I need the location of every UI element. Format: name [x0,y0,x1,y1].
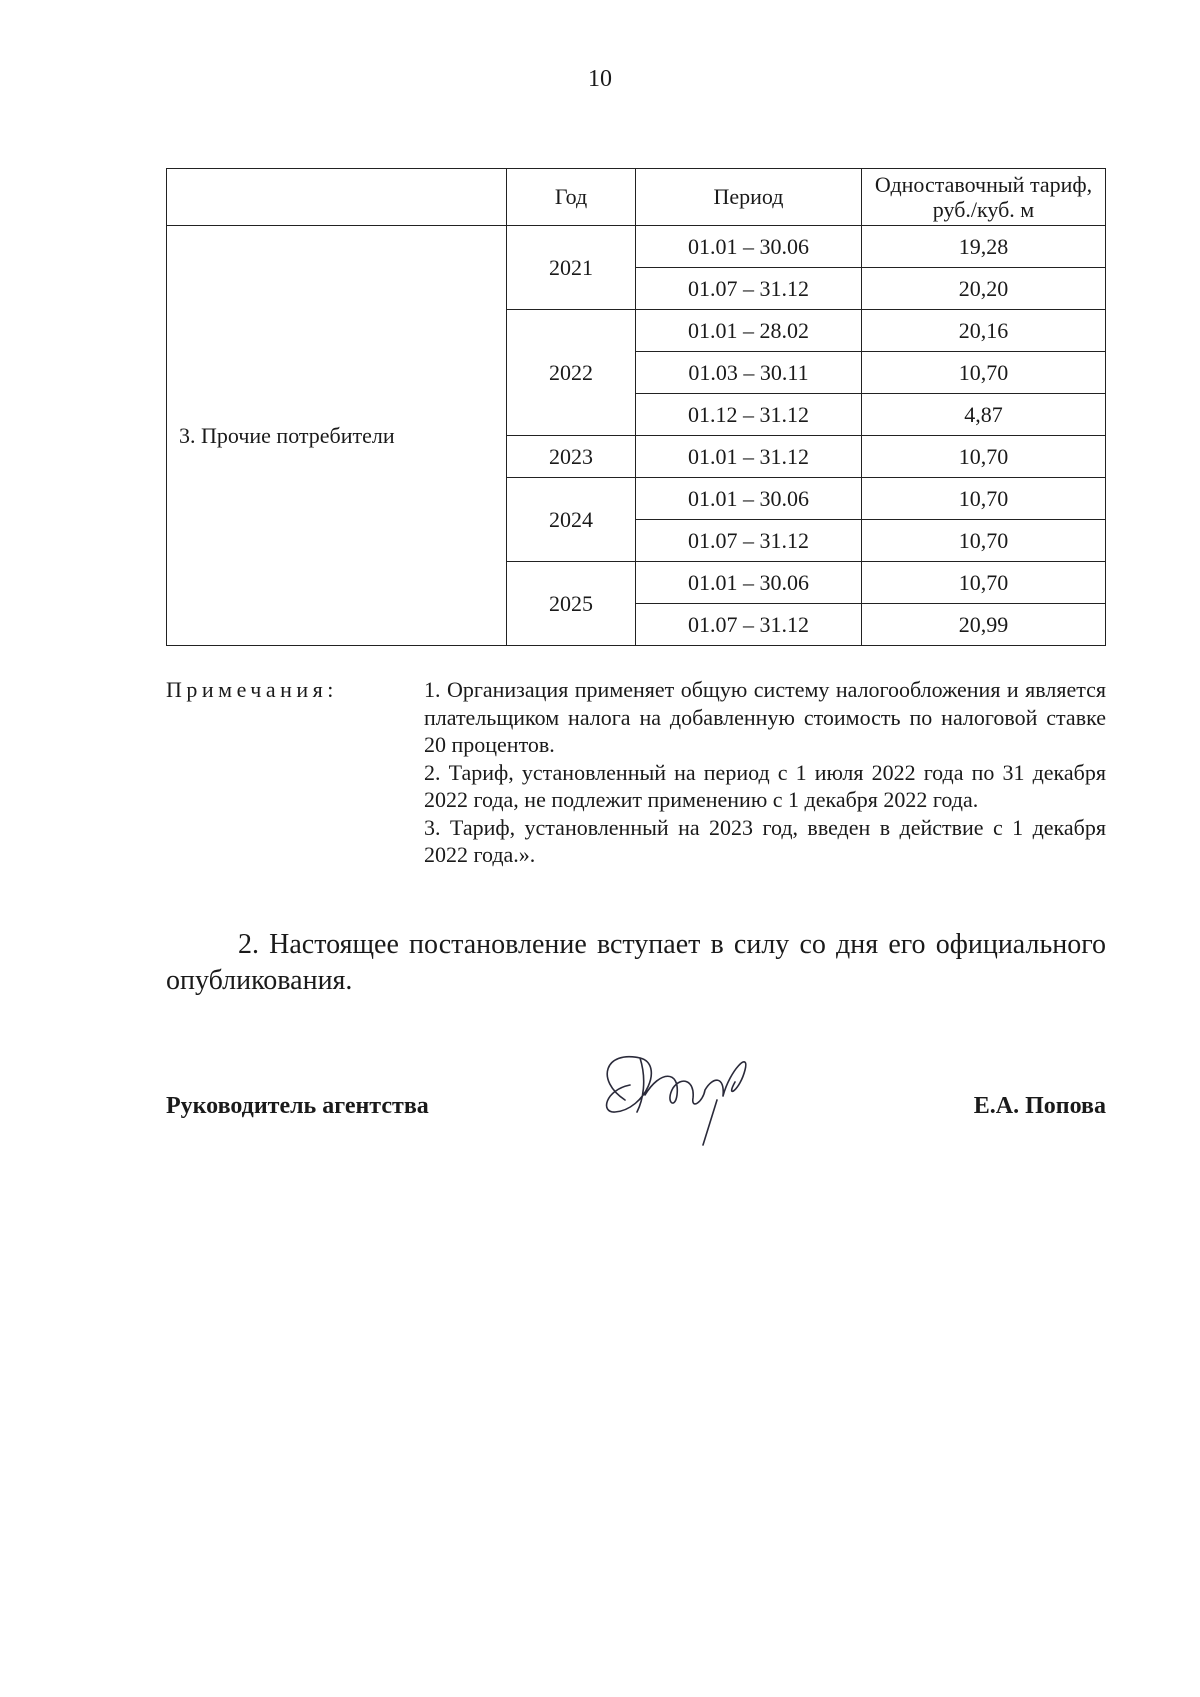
year-cell: 2022 [507,310,636,436]
tariff-cell: 10,70 [862,520,1106,562]
notes-label: Примечания: [166,677,338,702]
signature-title: Руководитель агентства [166,1093,429,1119]
tariff-cell: 10,70 [862,562,1106,604]
year-cell: 2024 [507,478,636,562]
tariff-table [166,168,1106,646]
tariff-cell: 20,99 [862,604,1106,646]
note-item: 1. Организация применяет общую систему налогообложения и является плательщиком налога на добавленную стоимость по налоговой ставке 20 процентов. [424,677,1106,757]
tariff-cell: 4,87 [862,394,1106,436]
note-item: 2. Тариф, установленный на период с 1 июля 2022 года по 31 декабря 2022 года, не подлежит применению с 1 декабря 2022 года. [424,759,1106,812]
signature-name: Е.А. Попова [973,1093,1106,1119]
year-cell: 2023 [507,436,636,478]
year-cell: 2025 [507,562,636,646]
note-item: 3. Тариф, установленный на 2023 год, введен в действие с 1 декабря 2022 года.». [424,814,1106,867]
period-cell: 01.07 – 31.12 [636,268,862,310]
header-consumer [167,169,507,226]
header-year: Год [507,169,636,226]
tariff-cell: 20,20 [862,268,1106,310]
effective-clause: 2. Настоящее постановление вступает в силу со дня его официального опубликования. [166,929,1106,996]
table-row [167,226,1106,268]
period-cell: 01.01 – 30.06 [636,478,862,520]
period-cell: 01.01 – 28.02 [636,310,862,352]
header-tariff [862,169,1106,226]
period-cell: 01.01 – 30.06 [636,562,862,604]
header-tariff-line1: Одноставочный тариф, [874,171,1093,197]
period-cell: 01.12 – 31.12 [636,394,862,436]
notes-list [424,676,1106,869]
tariff-cell: 19,28 [862,226,1106,268]
table-header-row [167,169,1106,226]
handwritten-signature [585,1040,765,1150]
page-number: 10 [588,66,612,92]
header-period: Период [636,169,862,226]
tariff-cell: 10,70 [862,436,1106,478]
period-cell: 01.01 – 30.06 [636,226,862,268]
consumer-cell: 3. Прочие потребители [167,226,507,646]
period-cell: 01.01 – 31.12 [636,436,862,478]
tariff-cell: 20,16 [862,310,1106,352]
period-cell: 01.07 – 31.12 [636,520,862,562]
tariff-cell: 10,70 [862,478,1106,520]
period-cell: 01.07 – 31.12 [636,604,862,646]
tariff-cell: 10,70 [862,352,1106,394]
table-body [167,226,1106,646]
period-cell: 01.03 – 30.11 [636,352,862,394]
header-tariff-line2: руб./куб. м [932,197,1035,222]
year-cell: 2021 [507,226,636,310]
